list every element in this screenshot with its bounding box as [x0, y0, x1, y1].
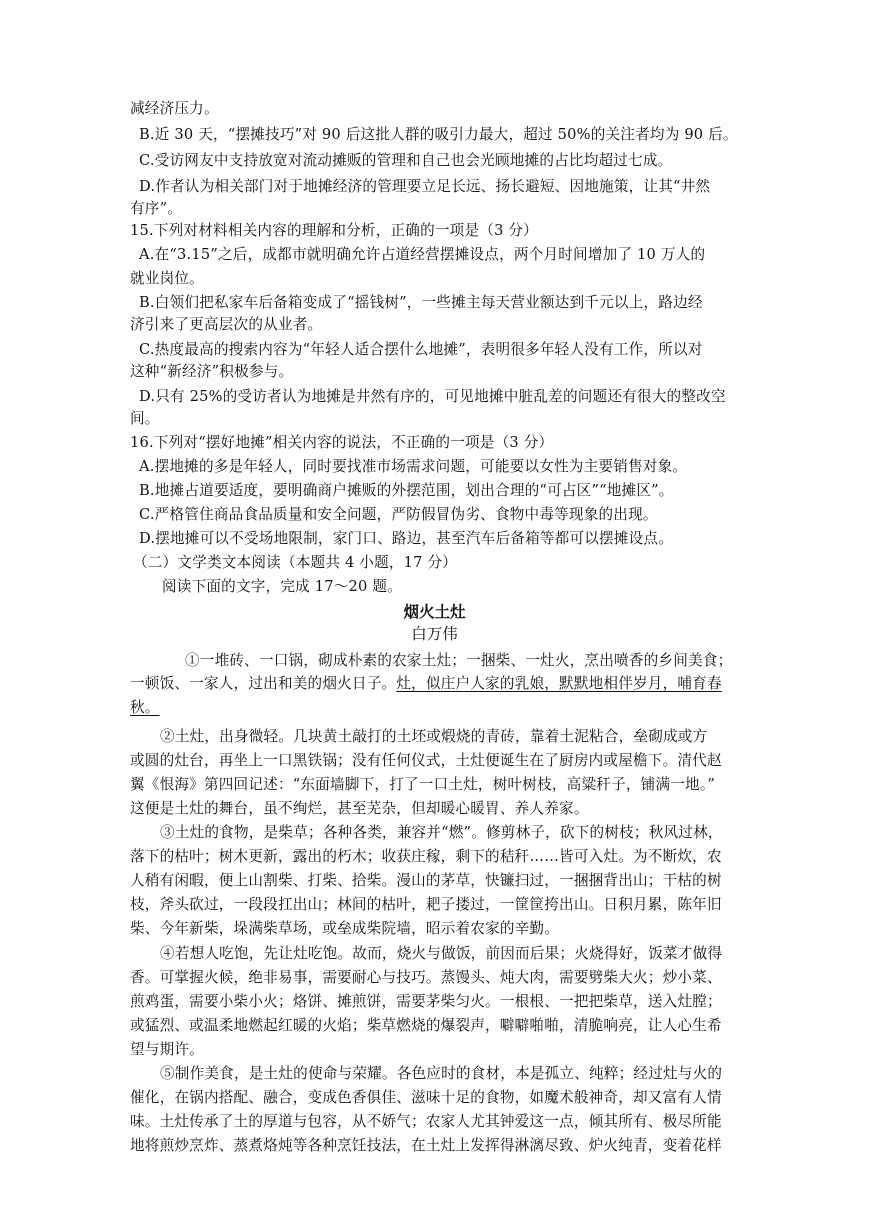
paragraph-line: 香。可掌握火候，绝非易事，需要耐心与技巧。蒸馒头、炖大肉，需要劈柴大火；炒小菜、 — [130, 969, 722, 986]
text-line: 有序”。 — [130, 200, 183, 217]
option-b: B.白领们把私家车后备箱变成了“摇钱树”，一些摊主每天营业额达到千元以上，路边经 — [139, 294, 703, 311]
paragraph-line — [130, 673, 722, 695]
paragraph-line: 催化，在锅内搭配、融合，变成色香俱佳、滋味十足的食物，如魔术般神奇，却又富有人情 — [130, 1089, 722, 1106]
paragraph-line: 人稍有闲暇，便上山割柴、打柴、拾柴。漫山的茅草，快镰扫过，一捆捆背出山；干枯的树 — [130, 872, 722, 889]
paragraph-line: 地将煎炒烹炸、蒸煮烙炖等各种烹饪技法，在土灶上发挥得淋漓尽致、炉火纯青，变着花样 — [130, 1137, 722, 1154]
paragraph-line: ③土灶的食物，是柴草；各种各类，兼容并“燃”。修剪林子，砍下的树枝；秋风过林， — [160, 824, 723, 841]
paragraph-line: 味。土灶传承了土的厚道与包容，从不娇气；农家人尤其钟爱这一点，倾其所有、极尽所能 — [130, 1113, 722, 1130]
option-a: A.摆地摊的多是年轻人，同时要找准市场需求问题，可能要以女性为主要销售对象。 — [139, 458, 688, 475]
option-b: B.地摊占道要适度，要明确商户摊贩的外摆范围，划出合理的“可占区”“地摊区”。 — [139, 482, 674, 499]
paragraph-line: 柴、今年新柴，垛满柴草场，或垒成柴院墙，昭示着农家的辛勤。 — [130, 920, 560, 937]
paragraph-line: 落下的枯叶；树木更新，露出的朽木；收获庄稼，剩下的秸秆……皆可入灶。为不断炊，农 — [130, 848, 722, 865]
option-d: D.只有 25%的受访者认为地摊是井然有序的，可见地摊中脏乱差的问题还有很大的整改空 — [139, 388, 726, 405]
option-b: B.近 30 天，“摆摊技巧”对 90 后这批人群的吸引力最大，超过 50%的关注者均为 90 后。 — [139, 126, 738, 143]
paragraph-line: ②土灶，出身微轻。几块黄土敲打的土坯或煅烧的青砖，靠着土泥粘合，垒砌成或方 — [160, 728, 708, 745]
paragraph-line: 这便是土灶的舞台，虽不绚烂，甚至芜杂，但却暖心暖胃、养人养家。 — [130, 800, 589, 817]
paragraph-line: ⑤制作美食，是土灶的使命与荣耀。各色应时的食材，本是孤立、纯粹；经过灶与火的 — [160, 1065, 723, 1082]
option-c: C.严格管住商品食品质量和安全问题，严防假冒伪劣、食物中毒等现象的出现。 — [139, 506, 658, 523]
article-author: 白万伟 — [411, 625, 458, 643]
paragraph-line: ①一堆砖、一口锅，砌成朴素的农家土灶；一捆柴、一灶火，烹出喷香的乡间美食； — [185, 652, 733, 669]
instruction: 阅读下面的文字，完成 17～20 题。 — [162, 578, 402, 595]
question-16: 16.下列对“摆好地摊”相关内容的说法，不正确的一项是（3 分） — [130, 434, 554, 451]
option-a: A.在“3.15”之后，成都市就明确允许占道经营摆摊设点，两个月时间增加了 10 万人的 — [139, 246, 706, 263]
section-heading: （二）文学类文本阅读（本题共 4 小题，17 分） — [133, 554, 458, 571]
paragraph-line: 望与期许。 — [130, 1041, 204, 1058]
paragraph-line: 枝，斧头砍过，一段段扛出山；林间的枯叶，耙子搂过，一筐筐挎出山。日积月累，陈年旧 — [130, 896, 722, 913]
text-line: 减经济压力。 — [130, 100, 219, 117]
text-line: 间。 — [130, 410, 160, 427]
text-line: 这种“新经济”积极参与。 — [130, 363, 294, 380]
question-15: 15.下列对材料相关内容的理解和分析，正确的一项是（3 分） — [130, 222, 538, 239]
underlined-sentence: 秋。 — [130, 699, 160, 716]
option-c: C.热度最高的搜索内容为“年轻人适合摆什么地摊”，表明很多年轻人没有工作，所以对 — [139, 341, 703, 358]
paragraph-text: 一顿饭、一家人，过出和美的烟火日子。 — [130, 675, 397, 692]
text-line: 济引来了更高层次的从业者。 — [130, 316, 323, 333]
paragraph-line: 或猛烈、或温柔地燃起红暖的火焰；柴草燃烧的爆裂声，噼噼啪啪，清脆响亮，让人心生希 — [130, 1017, 722, 1034]
underlined-sentence: 灶，似庄户人家的乳娘，默默地相伴岁月，哺育春 — [396, 675, 722, 692]
text-line: 就业岗位。 — [130, 270, 204, 287]
paragraph-line: ④若想人吃饱，先让灶吃饱。故而，烧火与做饭，前因而后果；火烧得好，饭菜才做得 — [160, 945, 723, 962]
option-d: D.摆地摊可以不受场地限制，家门口、路边，甚至汽车后备箱等都可以摆摊设点。 — [139, 530, 674, 547]
paragraph-line: 煎鸡蛋，需要小柴小火；烙饼、摊煎饼，需要茅柴匀火。一根根、一把把柴草，送入灶膛； — [130, 993, 722, 1010]
option-c: C.受访网友中支持放宽对流动摊贩的管理和自己也会光顾地摊的占比均超过七成。 — [139, 152, 673, 169]
paragraph-line: 或圆的灶台，再坐上一口黑铁锅；没有任何仪式，土灶便诞生在了厨房内或屋檐下。清代赵 — [130, 752, 722, 769]
option-d: D.作者认为相关部门对于地摊经济的管理要立足长远、扬长避短、因地施策，让其“井然 — [139, 178, 711, 195]
paragraph-line: 翼《恨海》第四回记述：“东面墙脚下，打了一口土灶，树叶树枝，高粱秆子，铺满一地。” — [130, 776, 715, 793]
article-title: 烟火土灶 — [403, 602, 466, 621]
